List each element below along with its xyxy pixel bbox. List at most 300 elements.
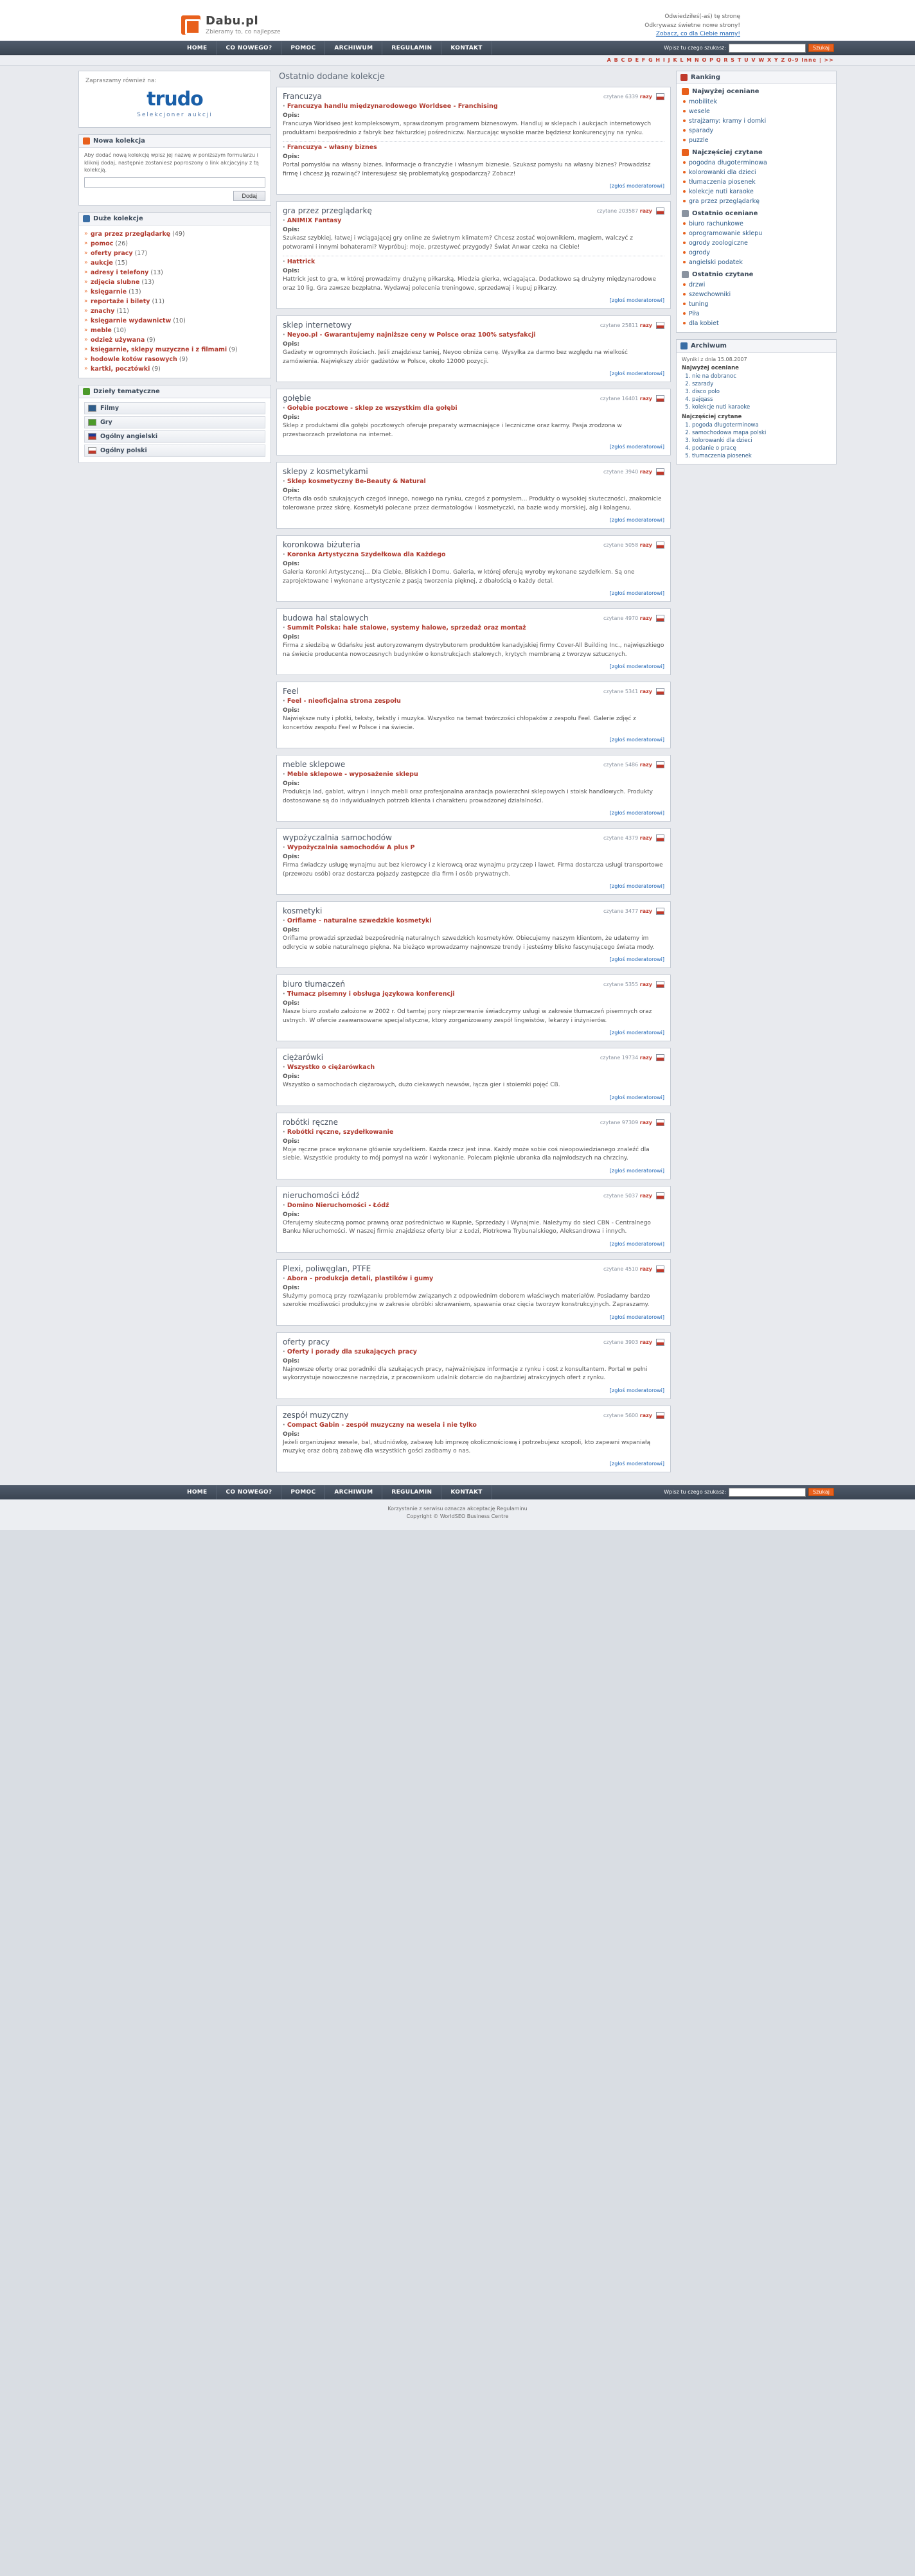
report-link[interactable]: [zgłoś moderatorowi] bbox=[609, 883, 664, 889]
entry-views-suffix: razy bbox=[639, 542, 652, 548]
eye-icon bbox=[682, 149, 689, 156]
folder-icon bbox=[83, 215, 90, 222]
list-item[interactable] bbox=[84, 316, 265, 326]
footer-search-button[interactable]: Szukaj bbox=[808, 1488, 834, 1496]
flag-pl-icon bbox=[656, 1054, 664, 1061]
list-item[interactable]: tłumaczenia piosenek bbox=[682, 177, 831, 187]
entry-views bbox=[603, 1411, 652, 1418]
film-flag-icon bbox=[88, 405, 96, 412]
entry-views-suffix: razy bbox=[639, 835, 652, 841]
list-item[interactable]: 2. szarady bbox=[692, 380, 831, 388]
entry-views bbox=[603, 467, 652, 475]
nav-regulamin[interactable]: REGULAMIN bbox=[382, 41, 441, 55]
entry-card bbox=[276, 389, 671, 455]
entry-card bbox=[276, 901, 671, 968]
list-item[interactable] bbox=[84, 345, 265, 355]
list-item[interactable]: oprogramowanie sklepu bbox=[682, 229, 831, 238]
report-link[interactable]: [zgłoś moderatorowi] bbox=[609, 1387, 664, 1393]
entry-description: Służymy pomocą przy rozwiązaniu problemów związanych z odpowiednim doborem właściwych materiałów. Posiadamy bardzo szerokie możliwości produkcyjne w zakresie obróbki skrawaniem, spawania oraz cięcia tworzyw konstrukcyjnych. Zapraszamy. bbox=[283, 1292, 650, 1308]
collection-link[interactable]: zdjęcia slubne bbox=[91, 278, 140, 286]
entry-title[interactable]: kosmetyki bbox=[283, 906, 323, 915]
last-read-list bbox=[682, 280, 831, 328]
list-item[interactable]: mobilitek bbox=[682, 97, 831, 107]
entry-views-suffix: razy bbox=[639, 762, 652, 768]
list-item[interactable]: 3. disco polo bbox=[692, 388, 831, 396]
site-header bbox=[0, 6, 915, 41]
entry-description: Oriflame prowadzi sprzedaż bezpośrednią naturalnych szwedzkich kosmetyków. Obiecujemy naszym klientom, że udatemy im odkrycie w sobie naturalnego piękna. Na bieżąco wprowadzamy najnowsze trendy i jesteśmy blisko fascynującego świata mody. bbox=[283, 935, 655, 951]
report-link[interactable]: [zgłoś moderatorowi] bbox=[609, 297, 664, 303]
entry-description: Hattrick jest to gra, w której prowadzimy drużynę piłkarską. Miedzia gierka, wciągająca. Dodatkowo są drużyny międzynarodowe oraz 10 lig. Gra zawsze bezpłatna. Wydawaj polecenia treningowe, sprzedawaj i kupuj piłkarzy. bbox=[283, 276, 656, 292]
collection-count: (9) bbox=[147, 336, 155, 344]
entry-card bbox=[276, 1259, 671, 1326]
entry-views-suffix: razy bbox=[639, 322, 652, 328]
entry-title[interactable]: Feel bbox=[283, 687, 299, 696]
list-item[interactable]: 4. podanie o pracę bbox=[692, 445, 831, 452]
promo-label: Zapraszamy również na: bbox=[85, 78, 157, 84]
entry-subtitle[interactable]: · Oferty i porady dla szukających pracy bbox=[283, 1348, 664, 1355]
main-navbar bbox=[0, 41, 915, 55]
last-read-title: Ostatnio czytane bbox=[692, 271, 754, 278]
thematic-item-angielski[interactable] bbox=[84, 430, 265, 443]
footer-nav-co-nowego[interactable]: CO NOWEGO? bbox=[217, 1485, 282, 1499]
report-link[interactable]: [zgłoś moderatorowi] bbox=[609, 183, 664, 189]
entry-views-count: czytane 3903 bbox=[603, 1339, 639, 1345]
entry-subtitle[interactable]: · Gołębie pocztowe - sklep ze wszystkim dla gołębi bbox=[283, 405, 664, 412]
entry-description: Największe nuty i płotki, teksty, tekstly i muzyka. Wszystko na temat twórczości chłopaków z zespołu Feel. Galerie zdjęć z koncertów zespołu Feel w Polsce i na świecie. bbox=[283, 716, 636, 731]
entry-views-count: czytane 4510 bbox=[603, 1266, 639, 1272]
ranking-title: Ranking bbox=[691, 74, 720, 81]
entry-description: Francuzya Worldseo jest kompleksowym, sprawdzonym programem biznesowym. Handluj w sklepach i aukcjach internetowych produktami bezpośrednio z fabryk bez fakturzkiej pośredniczw. Narzucając wysokie marże będziesz konkurencyjny na rynku. bbox=[283, 121, 652, 136]
header-search bbox=[664, 41, 837, 55]
archive-subtitle-1: Najwyżej oceniane bbox=[682, 365, 739, 371]
archive-body bbox=[677, 353, 836, 464]
flag-pl-icon bbox=[656, 615, 664, 622]
flag-pl-icon bbox=[656, 981, 664, 988]
flag-uk-icon bbox=[88, 433, 96, 440]
report-link[interactable]: [zgłoś moderatorowi] bbox=[609, 1030, 664, 1036]
entry-subtitle[interactable]: · ANIMIX Fantasy bbox=[283, 217, 664, 224]
footer-nav-archiwum[interactable]: ARCHIWUM bbox=[325, 1485, 382, 1499]
thematic-panel bbox=[78, 385, 271, 463]
entry-views-count: czytane 5355 bbox=[603, 982, 639, 987]
archive-title: Archiwum bbox=[691, 342, 727, 349]
collection-link[interactable]: adresy i telefony bbox=[91, 269, 149, 276]
site-tagline: Zbieramy to, co najlepsze bbox=[206, 29, 281, 35]
new-collection-input[interactable] bbox=[84, 177, 265, 188]
entry-views bbox=[603, 687, 652, 694]
list-item[interactable]: ogrody zoologiczne bbox=[682, 238, 831, 248]
report-link[interactable]: [zgłoś moderatorowi] bbox=[609, 1167, 664, 1174]
entry-views-suffix: razy bbox=[639, 1119, 652, 1125]
list-item[interactable]: tuning bbox=[682, 299, 831, 309]
header-note-line1: Odwiedziłeś(-aś) tę stronę bbox=[664, 13, 740, 20]
entry-subtitle[interactable]: · Robótki ręczne, szydełkowanie bbox=[283, 1129, 664, 1136]
entry-views bbox=[603, 540, 652, 548]
list-item[interactable]: strajżamy: kramy i domki bbox=[682, 116, 831, 126]
header-note bbox=[644, 13, 740, 39]
entry-desc-label: Opis: bbox=[283, 154, 300, 160]
entry-description: Szukasz szybkiej, łatwej i wciągającej gry online ze świetnym klimatem? Chcesz zostać wojownikiem, magiem, walczyć z potworami i innymi bohaterami? Wypróbuj: moje, przestyweć przygody? Świat Anwar czeka na Ciebie! bbox=[283, 235, 633, 251]
entry-desc-label: Opis: bbox=[283, 927, 300, 933]
collection-link[interactable]: meble bbox=[91, 326, 112, 334]
footer-search-label: Wpisz tu czego szukasz: bbox=[664, 1489, 727, 1495]
collection-count: (17) bbox=[134, 249, 148, 257]
entry-subtitle[interactable]: · Wszystko o ciężarówkach bbox=[283, 1064, 664, 1071]
report-link[interactable]: [zgłoś moderatorowi] bbox=[609, 371, 664, 376]
last-rated-title: Ostatnio oceniane bbox=[692, 210, 758, 217]
entry-description: Nasze biuro zostało założone w 2002 r. Od tamtej pory nieprzerwanie świadczymy usługi w zakresie tłumaczeń pisemnych oraz ustnych. W ofercie zaawansowane specjalistyczne, ktory zorganizowany zespół lingwistów, lekarzy i inżynierów. bbox=[283, 1009, 652, 1024]
collection-link[interactable]: gra przez przeglądarkę bbox=[91, 230, 171, 238]
entry-desc-label: Opis: bbox=[283, 1000, 300, 1007]
archive-date: Wyniki z dnia 15.08.2007 bbox=[682, 357, 747, 362]
header-search-input[interactable] bbox=[729, 44, 806, 53]
nav-archiwum[interactable]: ARCHIWUM bbox=[325, 41, 382, 55]
content-wrap bbox=[78, 66, 837, 1479]
collection-link[interactable]: odzież używana bbox=[91, 336, 145, 344]
ranking-body bbox=[677, 84, 836, 332]
thematic-item-label: Gry bbox=[100, 418, 112, 426]
history-icon bbox=[682, 271, 689, 278]
list-item[interactable] bbox=[84, 249, 265, 258]
list-item[interactable] bbox=[84, 278, 265, 287]
entry-title[interactable]: gołębie bbox=[283, 394, 312, 403]
entry-title[interactable]: oferty pracy bbox=[283, 1337, 330, 1346]
ranking-header bbox=[677, 71, 836, 84]
entry-subtitle[interactable]: · Oriflame - naturalne szwedzkie kosmetyki bbox=[283, 917, 664, 924]
collection-link[interactable]: kartki, pocztówki bbox=[91, 365, 150, 373]
new-collection-title: Nowa kolekcja bbox=[93, 137, 145, 145]
list-item[interactable] bbox=[84, 326, 265, 335]
entry-card bbox=[276, 608, 671, 675]
entry-views-suffix: razy bbox=[639, 208, 652, 214]
list-item[interactable]: 2. samochodowa mapa polski bbox=[692, 429, 831, 437]
list-item[interactable]: pogodna długoterminowa bbox=[682, 158, 831, 168]
entry-title[interactable]: meble sklepowe bbox=[283, 760, 346, 769]
entry-desc-label: Opis: bbox=[283, 561, 300, 567]
left-sidebar bbox=[78, 71, 271, 470]
flag-pl-icon bbox=[656, 207, 664, 215]
flag-pl-icon bbox=[656, 908, 664, 915]
entry-title[interactable]: ciężarówki bbox=[283, 1053, 324, 1062]
report-link[interactable]: [zgłoś moderatorowi] bbox=[609, 1460, 664, 1467]
entry-title[interactable]: biuro tłumaczeń bbox=[283, 980, 346, 989]
entry-views-count: czytane 4970 bbox=[603, 615, 639, 621]
list-item[interactable]: Piła bbox=[682, 309, 831, 319]
nav-pomoc[interactable]: POMOC bbox=[281, 41, 325, 55]
collection-link[interactable]: znachy bbox=[91, 307, 115, 315]
promo-block[interactable] bbox=[78, 71, 271, 128]
list-item[interactable]: sparady bbox=[682, 126, 831, 136]
site-logo[interactable] bbox=[181, 14, 281, 35]
collection-link[interactable]: aukcje bbox=[91, 259, 113, 267]
best-rated-title: Najwyżej oceniane bbox=[692, 88, 760, 95]
header-note-line2: Odkrywasz świetne nowe strony! bbox=[644, 22, 740, 29]
entry-card bbox=[276, 682, 671, 748]
list-item[interactable] bbox=[84, 268, 265, 278]
flag-pl-icon bbox=[656, 1339, 664, 1346]
clock-icon bbox=[682, 210, 689, 217]
collection-count: (9) bbox=[152, 365, 161, 373]
entry-card bbox=[276, 1406, 671, 1472]
thematic-item-filmy[interactable] bbox=[84, 402, 265, 414]
entry-views-suffix: razy bbox=[639, 1412, 652, 1418]
footer-terms-line[interactable]: Korzystanie z serwisu oznacza akceptację Regulaminu bbox=[387, 1505, 528, 1512]
entry-desc-label: Opis: bbox=[283, 414, 300, 421]
collection-link[interactable]: oferty pracy bbox=[91, 249, 133, 257]
entry-description: Sklep z produktami dla gołębi pocztowych oferuje preparaty wzmacniające i leczniczne oraz karmy. Pasja zrodzona w przestworzach przelotona na internet. bbox=[283, 423, 622, 438]
report-link[interactable]: [zgłoś moderatorowi] bbox=[609, 664, 664, 669]
entry-title[interactable]: wypożyczalnia samochodów bbox=[283, 833, 392, 842]
entry-views-count: czytane 5341 bbox=[603, 689, 639, 694]
list-item[interactable]: 4. pajqass bbox=[692, 396, 831, 403]
footer-nav-home[interactable]: HOME bbox=[178, 1485, 217, 1499]
entry-views-count: czytane 3477 bbox=[603, 908, 639, 914]
entry-title[interactable]: sklep internetowy bbox=[283, 321, 352, 330]
entry-subtitle[interactable]: · Neyoo.pl - Gwarantujemy najniższe ceny w Polsce oraz 100% satysfakcji bbox=[283, 331, 664, 339]
entry-views bbox=[603, 1337, 652, 1345]
entry-views-suffix: razy bbox=[639, 1192, 652, 1199]
list-item[interactable] bbox=[84, 297, 265, 306]
entry-views-count: czytane 4379 bbox=[603, 835, 639, 841]
collection-link[interactable]: księgarnie bbox=[91, 288, 127, 296]
list-item[interactable]: puzzle bbox=[682, 136, 831, 145]
entry-desc-label: Opis: bbox=[283, 1211, 300, 1218]
entry-views bbox=[603, 1264, 652, 1272]
entry-title[interactable]: Plexi, poliwęglan, PTFE bbox=[283, 1264, 371, 1273]
entry-views-count: czytane 5486 bbox=[603, 762, 639, 768]
flag-pl-icon bbox=[656, 761, 664, 768]
entry-card bbox=[276, 975, 671, 1041]
archive-panel bbox=[676, 339, 837, 464]
thematic-item-gry[interactable] bbox=[84, 416, 265, 428]
list-item[interactable]: drzwi bbox=[682, 280, 831, 290]
entry-card bbox=[276, 828, 671, 895]
big-collections-title: Duże kolekcje bbox=[93, 215, 143, 222]
entry-views-count: czytane 97309 bbox=[600, 1119, 639, 1125]
entry-title[interactable]: koronkowa biżuteria bbox=[283, 540, 360, 549]
entry-subtitle[interactable]: · Hattrick bbox=[283, 258, 664, 265]
entry-title[interactable]: budowa hal stalowych bbox=[283, 613, 369, 622]
entry-card bbox=[276, 87, 671, 195]
entry-subtitle[interactable]: · Summit Polska: hale stalowe, systemy halowe, sprzedaż oraz montaż bbox=[283, 624, 664, 631]
entry-title[interactable]: zespół muzyczny bbox=[283, 1410, 349, 1420]
collection-count: (26) bbox=[115, 240, 128, 247]
footer-nav-kontakt[interactable]: KONTAKT bbox=[441, 1485, 492, 1499]
flag-pl-icon bbox=[656, 1412, 664, 1419]
flag-pl-icon bbox=[656, 395, 664, 402]
list-item[interactable]: angielski podatek bbox=[682, 258, 831, 267]
nav-co-nowego[interactable]: CO NOWEGO? bbox=[217, 41, 282, 55]
entry-subtitle[interactable]: · Compact Gabin - zespół muzyczny na wesela i nie tylko bbox=[283, 1422, 664, 1429]
entry-description: Gadżety w ogromnych ilościach. Jeśli znajdziesz taniej, Neyoo obniża cenę. Wysyłka za darmo bez względu na wielkość zamówienia. Największy zbiór gadżetów w Polsce, około 12000 pozycji. bbox=[283, 349, 628, 365]
collection-count: (13) bbox=[150, 269, 163, 276]
report-link[interactable]: [zgłoś moderatorowi] bbox=[609, 1240, 664, 1247]
list-item[interactable] bbox=[84, 287, 265, 297]
flag-pl-icon bbox=[656, 93, 664, 100]
entry-views bbox=[597, 206, 652, 214]
right-sidebar bbox=[676, 71, 837, 471]
collection-count: (10) bbox=[113, 326, 127, 334]
entry-subtitle[interactable]: · Tłumacz pisemny i obsługa językowa konferencji bbox=[283, 991, 664, 998]
header-search-button[interactable]: Szukaj bbox=[808, 44, 834, 52]
collection-link[interactable]: pomoc bbox=[91, 240, 114, 247]
archive-list-best bbox=[692, 373, 831, 411]
list-item[interactable]: 5. kolekcje nuti karaoke bbox=[692, 403, 831, 411]
report-link[interactable]: [zgłoś moderatorowi] bbox=[609, 590, 664, 596]
header-note-link[interactable]: Zobacz, co dla Ciebie mamy! bbox=[655, 31, 740, 37]
nav-kontakt[interactable]: KONTAKT bbox=[441, 41, 492, 55]
entry-title[interactable]: gra przez przeglądarkę bbox=[283, 206, 372, 215]
entry-title[interactable]: sklepy z kosmetykami bbox=[283, 467, 368, 476]
ranking-panel bbox=[676, 71, 837, 333]
entry-title[interactable]: Francuzya bbox=[283, 92, 322, 101]
list-item[interactable] bbox=[84, 306, 265, 316]
arrow-up-icon bbox=[682, 88, 689, 95]
thematic-body bbox=[79, 398, 271, 463]
thematic-item-label: Filmy bbox=[100, 404, 120, 412]
collection-count: (9) bbox=[229, 346, 238, 353]
report-link[interactable]: [zgłoś moderatorowi] bbox=[609, 957, 664, 962]
footer-legal bbox=[0, 1499, 915, 1531]
entry-desc-label: Opis: bbox=[283, 707, 300, 714]
list-item[interactable]: 5. tłumaczenia piosenek bbox=[692, 452, 831, 460]
big-collections-body bbox=[79, 225, 271, 378]
collection-link[interactable]: hodowle kotów rasowych bbox=[91, 355, 177, 363]
big-collections-panel bbox=[78, 212, 271, 378]
best-rated-header bbox=[682, 88, 831, 97]
entry-subtitle[interactable]: · Domino Nieruchomości - Łódź bbox=[283, 1202, 664, 1209]
list-item[interactable]: dla kobiet bbox=[682, 319, 831, 328]
logo-icon bbox=[181, 15, 200, 35]
report-link[interactable]: [zgłoś moderatorowi] bbox=[609, 444, 664, 450]
list-item[interactable] bbox=[84, 355, 265, 364]
entry-subtitle[interactable]: · Francuzya - własny biznes bbox=[283, 144, 664, 151]
list-item[interactable]: szewchowniki bbox=[682, 290, 831, 299]
site-name: Dabu.pl bbox=[206, 14, 259, 28]
alphabet-links[interactable]: A B C D E F G H I J K L M N O P Q R S T U V W X Y Z 0-9 Inne | >> bbox=[607, 57, 834, 63]
entry-views bbox=[600, 1118, 652, 1125]
entry-card bbox=[276, 755, 671, 822]
list-item[interactable]: 3. kolorowanki dla dzieci bbox=[692, 437, 831, 445]
entry-card bbox=[276, 1332, 671, 1399]
list-item[interactable] bbox=[84, 364, 265, 374]
last-rated-list bbox=[682, 219, 831, 267]
flag-pl-icon bbox=[656, 1119, 664, 1126]
entry-subtitle[interactable]: · Wypożyczalnia samochodów A plus P bbox=[283, 844, 664, 851]
entry-desc-label: Opis: bbox=[283, 1073, 300, 1080]
footer-search-input[interactable] bbox=[729, 1488, 806, 1497]
entry-views bbox=[603, 833, 652, 841]
list-item[interactable]: kolorowanki dla dzieci bbox=[682, 168, 831, 177]
entry-views bbox=[600, 321, 652, 328]
entry-views-count: czytane 5058 bbox=[603, 542, 639, 548]
list-item[interactable]: 1. nie na dobranoc bbox=[692, 373, 831, 380]
list-item[interactable] bbox=[84, 239, 265, 249]
entry-description: Produkcja lad, gablot, witryn i innych mebli oraz profesjonalna aranżacja powierzchni sklepowych i stoisk handlowych. Produkty dostosowane są do indywidualnych potrzeb klienta i charakteru prowadzonej działalności. bbox=[283, 789, 653, 804]
footer-nav-pomoc[interactable]: POMOC bbox=[281, 1485, 325, 1499]
footer-navbar bbox=[0, 1485, 915, 1499]
entry-desc-label: Opis: bbox=[283, 1284, 300, 1291]
entry-views-count: czytane 6339 bbox=[603, 94, 639, 100]
list-item[interactable]: gra przez przeglądarkę bbox=[682, 197, 831, 206]
header-search-label: Wpisz tu czego szukasz: bbox=[664, 45, 727, 51]
entry-desc-label: Opis: bbox=[283, 634, 300, 640]
entry-title[interactable]: robótki ręczne bbox=[283, 1117, 338, 1127]
entry-description: Oferujemy skuteczną pomoc prawną oraz pośrednictwo w Kupnie, Sprzedaży i Wynajmie. Należymy do sieci CBN - Centralnego Banku Nieruchomości. W naszej firmie znajdziesz oferty biur z Łodzi, Piotrkowa Trybunalskiego, Aleksandrowa i innych. bbox=[283, 1219, 651, 1235]
entry-description: Firma świadczy usługę wynajmu aut bez kierowcy i z kierowcą oraz wynajmu przyczep i lawet. Firma dostarcza usługi transportowe (przewozu osób) oraz dostarcza pojazdy zastępcze dla firm i osób prywatnych. bbox=[283, 862, 663, 878]
flag-pl-icon bbox=[656, 542, 664, 549]
plus-icon bbox=[83, 137, 90, 145]
list-item[interactable]: ogrody bbox=[682, 248, 831, 258]
footer-nav-regulamin[interactable]: REGULAMIN bbox=[382, 1485, 441, 1499]
collection-link[interactable]: księgarnie wydawnictw bbox=[91, 317, 172, 324]
entry-subtitle[interactable]: · Meble sklepowe - wyposażenie sklepu bbox=[283, 771, 664, 778]
entry-views-suffix: razy bbox=[639, 982, 652, 987]
entry-description: Jeżeli organizujesz wesele, bal, studniówkę, zabawę lub imprezę okolicznościową i potrzebujesz szopoli, kto zapewni wspaniałą muzykę oraz dobrą zabawę dla wszystkich gości zadbamy o nas. bbox=[283, 1439, 651, 1454]
entry-description: Galeria Koronki Artystycznej... Dla Ciebie, Bliskich i Domu. Galeria, w której oferują wyroby wykonane szydełkiem. Są one zaprojektowane i wykonane artystycznie z pasją tworzenia pięknej, z dbałością o każdy detal. bbox=[283, 569, 635, 585]
list-item[interactable]: kolekcje nuti karaoke bbox=[682, 187, 831, 197]
report-link[interactable]: [zgłoś moderatorowi] bbox=[609, 737, 664, 743]
entry-description: Najnowsze oferty oraz poradniki dla szukających pracy, najważniejsze informacje z rynku i cost z konsultantem. Portal w pełni wykorzystuje nowoczesne narzędzia, z pracownikom udalnik dotarcie do najbardziej atrakcyjnych ofert z rynku. bbox=[283, 1366, 648, 1381]
entry-views bbox=[603, 906, 652, 914]
entry-desc-label: Opis: bbox=[283, 488, 300, 494]
flag-pl-icon bbox=[656, 468, 664, 475]
collection-count: (13) bbox=[141, 278, 154, 286]
entry-description: Portal pomysłów na własny biznes. Informacje o franczyźie i własnym biznesie. Szukasz pomysłu na własny biznes? Prowadzisz firmę i chcesz ją rozwinąć? Interesujesz się problematyką gospodarczą? Zobacz! bbox=[283, 162, 651, 177]
flag-pl-icon bbox=[656, 322, 664, 329]
list-item[interactable] bbox=[84, 229, 265, 239]
list-item[interactable] bbox=[84, 335, 265, 345]
thematic-item-polski[interactable] bbox=[84, 445, 265, 457]
entry-title[interactable]: nieruchomości Łódź bbox=[283, 1190, 360, 1200]
collection-count: (10) bbox=[173, 317, 186, 324]
collection-count: (9) bbox=[179, 355, 188, 363]
report-link[interactable]: [zgłoś moderatorowi] bbox=[609, 810, 664, 816]
entry-subtitle[interactable]: · Feel - nieoficjalna strona zespołu bbox=[283, 698, 664, 705]
entry-subtitle[interactable]: · Koronka Artystyczna Szydełkowa dla Każdego bbox=[283, 551, 664, 558]
report-link[interactable]: [zgłoś moderatorowi] bbox=[609, 517, 664, 523]
list-item[interactable]: biuro rachunkowe bbox=[682, 219, 831, 229]
list-item[interactable]: wesele bbox=[682, 107, 831, 116]
report-link[interactable]: [zgłoś moderatorowi] bbox=[609, 1314, 664, 1320]
footer-search bbox=[664, 1485, 837, 1499]
entry-description: Moje ręczne prace wykonane głównie szydełkiem. Każda rzecz jest inna. Każdy może sobie coś nieopowiedzianego znaleźć dla siebie. Wszystkie produkty to mój pomysł na wzór i wykonanie. Polecam pięknie ubranka dla najmłodszych na chrzciny. bbox=[283, 1146, 650, 1161]
entry-desc-label: Opis: bbox=[283, 112, 300, 119]
entry-subtitle[interactable]: · Francuzya handlu międzynarodowego Worldsee - Franchising bbox=[283, 103, 664, 110]
entry-desc-label: Opis: bbox=[283, 854, 300, 860]
flag-pl-icon bbox=[88, 447, 96, 454]
thematic-item-label: Ogólny angielski bbox=[100, 432, 158, 440]
entry-subtitle[interactable]: · Sklep kosmetyczny Be-Beauty & Natural bbox=[283, 478, 664, 485]
tag-icon bbox=[83, 388, 90, 395]
nav-home[interactable]: HOME bbox=[178, 41, 217, 55]
collection-link[interactable]: księgarnie, sklepy muzyczne i z filmami bbox=[91, 346, 227, 353]
collection-count: (11) bbox=[152, 297, 164, 305]
entry-description: Wszystko o samochodach ciężarowych, dużo ciekawych newsów, łącza gier i stoiemki pojęć CB. bbox=[283, 1082, 560, 1088]
entry-views-count: czytane 19734 bbox=[600, 1055, 639, 1061]
entry-views bbox=[603, 613, 652, 621]
entry-views bbox=[603, 1191, 652, 1199]
list-item[interactable]: 1. pogoda długoterminowa bbox=[692, 421, 831, 429]
page-title: Ostatnio dodane kolekcje bbox=[279, 72, 385, 82]
entry-subtitle[interactable]: · Abora - produkcja detali, plastików i gumy bbox=[283, 1275, 664, 1282]
collection-link[interactable]: reportaże i bilety bbox=[91, 297, 150, 305]
list-item[interactable] bbox=[84, 258, 265, 268]
archive-header bbox=[677, 340, 836, 353]
report-link[interactable]: [zgłoś moderatorowi] bbox=[609, 1094, 664, 1100]
big-collections-header bbox=[79, 213, 271, 225]
add-collection-button[interactable]: Dodaj bbox=[233, 191, 265, 201]
